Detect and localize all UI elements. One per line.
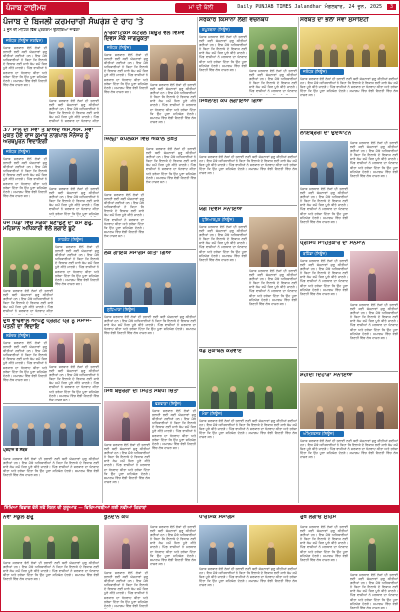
sports-photo <box>199 359 297 409</box>
story-body: ਪੰਜਾਬ ਸਰਕਾਰ ਵੱਲੋਂ ਲੋਕਾਂ ਦੀ ਭਲਾਈ ਲਈ ਕਈ ਯੋਜਨਾਵਾਂ ਸ਼ੁਰੂ ਕੀਤੀਆਂ ਗਈਆਂ ਹਨ। ਇਸ ਮੌਕੇ ਅਧਿਕਾਰੀਆਂ ਨੇ ਕਿਹਾ ਕਿ ਇਲਾਕੇ ਦੇ ਵਿਕਾਸ ਲਈ ਸਾਰੇ ਕੰਮ ਸਮੇਂ ਸਿਰ ਪੂਰੇ ਕੀਤੇ ਜਾਣਗੇ। ਪਿੰਡ ਵਾਸੀਆਂ ਨੇ ਸਰਕਾਰ ਦਾ ਧੰਨਵਾਦ ਕੀਤਾ ਅਤੇ ਭਰੋਸਾ ਦਿੱਤਾ ਕਿ ਉਹ ਪੂਰਾ ਸਹਿਯੋਗ ਦੇਣਗੇ। ਸਮਾਗਮ ਵਿੱਚ ਵੱਡੀ ਗਿਣਤੀ ਵਿੱਚ ਲੋਕ ਹਾਜ਼ਰ ਸਨ। <box>3 561 99 582</box>
person-figure <box>209 135 217 153</box>
story-headline: ਨਾਰਕਾਟਿਕਸ ਕੰਟਰੋਲ ਬਿਊਰੋ ਵੱਲੋਂ ਵਿਸ਼ਵ ਦਿਵਸ ਮੌਕੇ ਜਾਗਰੂਕਤਾ <box>104 31 185 42</box>
person-figure <box>75 428 83 446</box>
portrait-photo <box>49 333 73 363</box>
story-byline: ਜਲੰਧਰ (ਨਿਊਜ਼) <box>104 45 148 51</box>
story-divider <box>199 205 297 206</box>
tree-planting-photo <box>3 237 53 287</box>
story-body-continued: ਪੰਜਾਬ ਸਰਕਾਰ ਵੱਲੋਂ ਲੋਕਾਂ ਦੀ ਭਲਾਈ ਲਈ ਕਈ ਯੋਜਨਾਵਾਂ ਸ਼ੁਰੂ ਕੀਤੀਆਂ ਗਈਆਂ ਹਨ। ਇਸ ਮੌਕੇ ਅਧਿਕਾਰੀਆਂ ਨੇ ਕਿਹਾ ਕਿ ਇਲਾਕੇ ਦੇ ਵਿਕਾਸ ਲਈ ਸਾਰੇ ਕੰਮ ਸਮੇਂ ਸਿਰ ਪੂਰੇ ਕੀਤੇ ਜਾਣਗੇ। ਪਿੰਡ ਵਾਸੀਆਂ ਨੇ ਸਰਕਾਰ ਦਾ ਧੰਨਵਾਦ ਕੀਤਾ ਅਤੇ ਭਰੋਸਾ ਦਿੱਤਾ ਕਿ ਉਹ ਪੂਰਾ ਸਹਿਯੋਗ ਦੇਣਗੇ। ਸਮਾਗਮ ਵਿੱਚ ਵੱਡੀ ਗਿਣਤੀ ਵਿੱਚ ਲੋਕ ਹਾਜ਼ਰ ਸਨ। <box>104 193 144 238</box>
person-figure <box>211 391 219 409</box>
lead-body: ਪੰਜਾਬ ਸਰਕਾਰ ਵੱਲੋਂ ਲੋਕਾਂ ਦੀ ਭਲਾਈ ਲਈ ਕਈ ਯੋਜਨਾਵਾਂ ਸ਼ੁਰੂ ਕੀਤੀਆਂ ਗਈਆਂ ਹਨ। ਇਸ ਮੌਕੇ ਅਧਿਕਾਰੀਆਂ ਨੇ ਕਿਹਾ ਕਿ ਇਲਾਕੇ ਦੇ ਵਿਕਾਸ ਲਈ ਸਾਰੇ ਕੰਮ ਸਮੇਂ ਸਿਰ ਪੂਰੇ ਕੀਤੇ ਜਾਣਗੇ। ਪਿੰਡ ਵਾਸੀਆਂ ਨੇ ਸਰਕਾਰ ਦਾ ਧੰਨਵਾਦ ਕੀਤਾ ਅਤੇ ਭਰੋਸਾ ਦਿੱਤਾ ਕਿ ਉਹ ਪੂਰਾ ਸਹਿਯੋਗ ਦੇਣਗੇ। ਸਮਾਗਮ ਵਿੱਚ ਵੱਡੀ ਗਿਣਤੀ ਵਿੱਚ ਲੋਕ ਹਾਜ਼ਰ ਸਨ। <box>3 46 47 87</box>
person-figure <box>9 269 17 287</box>
story-byline: ਨਕੋਦਰ (ਨਿਊਜ਼) <box>3 333 47 339</box>
story-divider <box>104 387 196 388</box>
lead-subhead: 1 ਜੂਨ ਦੀ ਮੀਟਿੰਗ ਵਿੱਚ ਪ੍ਰੋਗਰਾਮ ਉਲੀਕਿਆ ਜਾਵੇਗਾ <box>3 28 80 32</box>
person-figure <box>257 135 265 153</box>
story-divider <box>300 239 398 240</box>
event-photo <box>199 109 297 153</box>
person-figure <box>368 543 376 571</box>
story-byline: ਅੰਮ੍ਰਿਤਸਰ (ਨਿਊਜ਼) <box>300 431 344 437</box>
story-body: ਪੰਜਾਬ ਸਰਕਾਰ ਵੱਲੋਂ ਲੋਕਾਂ ਦੀ ਭਲਾਈ ਲਈ ਕਈ ਯੋਜਨਾਵਾਂ ਸ਼ੁਰੂ ਕੀਤੀਆਂ ਗਈਆਂ ਹਨ। ਇਸ ਮੌਕੇ ਅਧਿਕਾਰੀਆਂ ਨੇ ਕਿਹਾ ਕਿ ਇਲਾਕੇ ਦੇ ਵਿਕਾਸ ਲਈ ਸਾਰੇ ਕੰਮ ਸਮੇਂ ਸਿਰ ਪੂਰੇ ਕੀਤੇ ਜਾਣਗੇ। ਪਿੰਡ ਵਾਸੀਆਂ ਨੇ ਸਰਕਾਰ ਦਾ ਧੰਨਵਾਦ ਕੀਤਾ ਅਤੇ ਭਰੋਸਾ ਦਿੱਤਾ ਕਿ ਉਹ ਪੂਰਾ ਸਹਿਯੋਗ ਦੇਣਗੇ। ਸਮਾਗਮ ਵਿੱਚ ਵੱਡੀ ਗਿਣਤੀ ਵਿੱਚ ਲੋਕ ਹਾਜ਼ਰ ਸਨ। <box>199 155 297 176</box>
page-number: 3 <box>387 4 396 10</box>
person-figure <box>362 49 370 67</box>
column-divider <box>197 17 198 503</box>
column-divider <box>298 17 299 503</box>
person-figure <box>83 47 91 67</box>
banner-text: ਸਿੱਖਿਆ ਵਿਭਾਗ ਵੱਲੋਂ ਨਵੇਂ ਸੈਸ਼ਨ ਦੀ ਸ਼ੁਰੂਆਤ — ਵਿਦਿਆਰਥੀਆਂ ਲਈ ਨਵੀਆਂ ਕਿਤਾਬਾਂ <box>4 506 147 511</box>
story-headline: ਨਵਾਂ ਸਕੂਲ ਸ਼ੁਰੂ <box>3 515 34 520</box>
story-body: ਪੰਜਾਬ ਸਰਕਾਰ ਵੱਲੋਂ ਲੋਕਾਂ ਦੀ ਭਲਾਈ ਲਈ ਕਈ ਯੋਜਨਾਵਾਂ ਸ਼ੁਰੂ ਕੀਤੀਆਂ ਗਈਆਂ ਹਨ। ਇਸ ਮੌਕੇ ਅਧਿਕਾਰੀਆਂ ਨੇ ਕਿਹਾ ਕਿ ਇਲਾਕੇ ਦੇ ਵਿਕਾਸ ਲਈ ਸਾਰੇ ਕੰਮ ਸਮੇਂ ਸਿਰ ਪੂਰੇ ਕੀਤੇ ਜਾਣਗੇ। ਪਿੰਡ ਵਾਸੀਆਂ ਨੇ ਸਰਕਾਰ ਦਾ ਧੰਨਵਾਦ ਕੀਤਾ ਅਤੇ ਭਰੋਸਾ ਦਿੱਤਾ ਕਿ ਉਹ ਪੂਰਾ ਸਹਿਯੋਗ ਦੇਣਗੇ। ਸਮਾਗਮ ਵਿੱਚ ਵੱਡੀ ਗਿਣਤੀ ਵਿੱਚ ਲੋਕ ਹਾਜ਼ਰ ਸਨ। <box>104 315 196 336</box>
page-header <box>1 1 399 15</box>
person-figure <box>376 411 384 429</box>
story-divider <box>3 126 101 127</box>
person-figure <box>122 417 130 441</box>
story-body: ਪੰਜਾਬ ਸਰਕਾਰ ਵੱਲੋਂ ਲੋਕਾਂ ਦੀ ਭਲਾਈ ਲਈ ਕਈ ਯੋਜਨਾਵਾਂ ਸ਼ੁਰੂ ਕੀਤੀਆਂ ਗਈਆਂ ਹਨ। ਇਸ ਮੌਕੇ ਅਧਿਕਾਰੀਆਂ ਨੇ ਕਿਹਾ ਕਿ ਇਲਾਕੇ ਦੇ ਵਿਕਾਸ ਲਈ ਸਾਰੇ ਕੰਮ ਸਮੇਂ ਸਿਰ ਪੂਰੇ ਕੀਤੇ ਜਾਣਗੇ। ਪਿੰਡ ਵਾਸੀਆਂ ਨੇ ਸਰਕਾਰ ਦਾ ਧੰਨਵਾਦ ਕੀਤਾ ਅਤੇ ਭਰੋਸਾ ਦਿੱਤਾ ਕਿ ਉਹ ਪੂਰਾ ਸਹਿਯੋਗ ਦੇਣਗੇ। ਸਮਾਗਮ ਵਿੱਚ ਵੱਡੀ ਗਿਣਤੀ ਵਿੱਚ ਲੋਕ ਹਾਜ਼ਰ ਸਨ। <box>152 409 196 450</box>
person-figure <box>227 547 235 565</box>
person-figure <box>378 49 386 67</box>
person-figure <box>330 49 338 67</box>
person-figure <box>261 249 269 267</box>
person-figure <box>336 411 344 429</box>
story-headline: ਸਰਬੱਤ ਦਾ ਭਲਾ ਸੇਵਾ ਸੁਸਾਇਟੀ <box>300 17 369 23</box>
story-headline: ਰੁੱਖ ਲਗਾਓ ਮੁਹਿੰਮ <box>300 515 337 520</box>
person-figure <box>83 79 91 97</box>
person-figure <box>122 543 130 569</box>
edition-name: Daily PUNJAB TIMES Jalandhar <box>237 4 322 10</box>
story-body: ਪੰਜਾਬ ਸਰਕਾਰ ਵੱਲੋਂ ਲੋਕਾਂ ਦੀ ਭਲਾਈ ਲਈ ਕਈ ਯੋਜਨਾਵਾਂ ਸ਼ੁਰੂ ਕੀਤੀਆਂ ਗਈਆਂ ਹਨ। ਇਸ ਮੌਕੇ ਅਧਿਕਾਰੀਆਂ ਨੇ ਕਿਹਾ ਕਿ ਇਲਾਕੇ ਦੇ ਵਿਕਾਸ ਲਈ ਸਾਰੇ ਕੰਮ ਸਮੇਂ ਸਿਰ ਪੂਰੇ ਕੀਤੇ ਜਾਣਗੇ। ਪਿੰਡ ਵਾਸੀਆਂ ਨੇ ਸਰਕਾਰ ਦਾ ਧੰਨਵਾਦ ਕੀਤਾ ਅਤੇ ਭਰੋਸਾ ਦਿੱਤਾ ਕਿ ਉਹ ਪੂਰਾ ਸਹਿਯੋਗ ਦੇਣਗੇ। ਸਮਾਗਮ ਵਿੱਚ ਵੱਡੀ ਗਿਣਤੀ ਵਿੱਚ ਲੋਕ ਹਾਜ਼ਰ ਸਨ। <box>3 157 47 198</box>
person-figure <box>368 273 376 301</box>
person-figure <box>209 547 217 565</box>
person-figure <box>277 249 285 267</box>
story-body-continued: ਪੰਜਾਬ ਸਰਕਾਰ ਵੱਲੋਂ ਲੋਕਾਂ ਦੀ ਭਲਾਈ ਲਈ ਕਈ ਯੋਜਨਾਵਾਂ ਸ਼ੁਰੂ ਕੀਤੀਆਂ ਗਈਆਂ ਹਨ। ਇਸ ਮੌਕੇ ਅਧਿਕਾਰੀਆਂ ਨੇ ਕਿਹਾ ਕਿ ਇਲਾਕੇ ਦੇ ਵਿਕਾਸ ਲਈ ਸਾਰੇ ਕੰਮ ਸਮੇਂ ਸਿਰ ਪੂਰੇ ਕੀਤੇ ਜਾਣਗੇ। ਪਿੰਡ ਵਾਸੀਆਂ ਨੇ ਸਰਕਾਰ ਦਾ ਧੰਨਵਾਦ ਕੀਤਾ ਅਤੇ ਭਰੋਸਾ ਦਿੱਤਾ ਕਿ ਉਹ ਪੂਰਾ ਸਹਿਯੋਗ ਦੇਣਗੇ। ਸਮਾਗਮ ਵਿੱਚ ਵੱਡੀ ਗਿਣਤੀ ਵਿੱਚ ਲੋਕ ਹਾਜ਼ਰ ਸਨ। <box>350 573 398 609</box>
edition-meta <box>237 4 396 10</box>
story-headline: ਸਿਖਲਾਈ ਕੈਂਪ ਲਗਾਇਆ ਗਿਆ <box>199 99 263 104</box>
person-figure <box>356 411 364 429</box>
story-byline: ਜਲੰਧਰ (ਨਿਊਜ਼) <box>300 69 344 75</box>
story-headline: ਖੇਡ ਮੁਕਾਬਲੇ ਕਰਵਾਏ <box>199 349 242 354</box>
event-photo <box>300 383 398 429</box>
story-photo <box>199 525 247 565</box>
story-headline: ਸ਼ਹੀਦੀ ਦਿਹਾੜਾ ਮਨਾਇਆ <box>300 373 353 378</box>
story-headline: ਲਾਇਬ੍ਰੇਰੀ ਦਾ ਉਦਘਾਟਨ <box>300 131 352 136</box>
person-figure <box>176 63 184 81</box>
person-figure <box>160 63 168 81</box>
story-body: ਪੰਜਾਬ ਸਰਕਾਰ ਵੱਲੋਂ ਲੋਕਾਂ ਦੀ ਭਲਾਈ ਲਈ ਕਈ ਯੋਜਨਾਵਾਂ ਸ਼ੁਰੂ ਕੀਤੀਆਂ ਗਈਆਂ ਹਨ। ਇਸ ਮੌਕੇ ਅਧਿਕਾਰੀਆਂ ਨੇ ਕਿਹਾ ਕਿ ਇਲਾਕੇ ਦੇ ਵਿਕਾਸ ਲਈ ਸਾਰੇ ਕੰਮ ਸਮੇਂ ਸਿਰ ਪੂਰੇ ਕੀਤੇ ਜਾਣਗੇ। ਪਿੰਡ ਵਾਸੀਆਂ ਨੇ ਸਰਕਾਰ ਦਾ ਧੰਨਵਾਦ ਕੀਤਾ ਅਤੇ ਭਰੋਸਾ ਦਿੱਤਾ ਕਿ ਉਹ ਪੂਰਾ ਸਹਿਯੋਗ ਦੇਣਗੇ। ਸਮਾਗਮ ਵਿੱਚ ਵੱਡੀ ਗਿਣਤੀ ਵਿੱਚ ਲੋਕ ਹਾਜ਼ਰ ਸਨ। <box>350 141 398 178</box>
person-figure <box>225 135 233 153</box>
story-body: ਪੰਜਾਬ ਸਰਕਾਰ ਵੱਲੋਂ ਲੋਕਾਂ ਦੀ ਭਲਾਈ ਲਈ ਕਈ ਯੋਜਨਾਵਾਂ ਸ਼ੁਰੂ ਕੀਤੀਆਂ ਗਈਆਂ ਹਨ। ਇਸ ਮੌਕੇ ਅਧਿਕਾਰੀਆਂ ਨੇ ਕਿਹਾ ਕਿ ਇਲਾਕੇ ਦੇ ਵਿਕਾਸ ਲਈ ਸਾਰੇ ਕੰਮ ਸਮੇਂ ਸਿਰ ਪੂਰੇ ਕੀਤੇ ਜਾਣਗੇ। ਪਿੰਡ ਵਾਸੀਆਂ ਨੇ ਸਰਕਾਰ ਦਾ ਧੰਨਵਾਦ ਕੀਤਾ ਅਤੇ ਭਰੋਸਾ ਦਿੱਤਾ ਕਿ ਉਹ ਪੂਰਾ ਸਹਿਯੋਗ ਦੇਣਗੇ। ਸਮਾਗਮ ਵਿੱਚ ਵੱਡੀ ਗਿਣਤੀ ਵਿੱਚ ਲੋਕ ਹਾਜ਼ਰ ਸਨ। <box>104 53 148 94</box>
person-figure <box>27 428 35 446</box>
story-headline: ਧਾਰਮਿਕ ਸਮਾਗਮ <box>199 515 235 520</box>
story-body: ਪੰਜਾਬ ਸਰਕਾਰ ਵੱਲੋਂ ਲੋਕਾਂ ਦੀ ਭਲਾਈ ਲਈ ਕਈ ਯੋਜਨਾਵਾਂ ਸ਼ੁਰੂ ਕੀਤੀਆਂ ਗਈਆਂ ਹਨ। ਇਸ ਮੌਕੇ ਅਧਿਕਾਰੀਆਂ ਨੇ ਕਿਹਾ ਕਿ ਇਲਾਕੇ ਦੇ ਵਿਕਾਸ ਲਈ ਸਾਰੇ ਕੰਮ ਸਮੇਂ ਸਿਰ ਪੂਰੇ ਕੀਤੇ ਜਾਣਗੇ। ਪਿੰਡ ਵਾਸੀਆਂ ਨੇ ਸਰਕਾਰ ਦਾ ਧੰਨਵਾਦ ਕੀਤਾ ਅਤੇ ਭਰੋਸਾ ਦਿੱਤਾ ਕਿ ਉਹ ਪੂਰਾ ਸਹਿਯੋਗ ਦੇਣਗੇ। ਸਮਾਗਮ ਵਿੱਚ ਵੱਡੀ ਗਿਣਤੀ ਵਿੱਚ ਲੋਕ ਹਾਜ਼ਰ ਸਨ। <box>199 35 247 72</box>
story-divider <box>3 403 101 404</box>
story-photo <box>300 141 348 185</box>
person-figure <box>43 428 51 446</box>
story-body: ਪੰਜਾਬ ਸਰਕਾਰ ਵੱਲੋਂ ਲੋਕਾਂ ਦੀ ਭਲਾਈ ਲਈ ਕਈ ਯੋਜਨਾਵਾਂ ਸ਼ੁਰੂ ਕੀਤੀਆਂ ਗਈਆਂ ਹਨ। ਇਸ ਮੌਕੇ ਅਧਿਕਾਰੀਆਂ ਨੇ ਕਿਹਾ ਕਿ ਇਲਾਕੇ ਦੇ ਵਿਕਾਸ ਲਈ ਸਾਰੇ ਕੰਮ ਸਮੇਂ ਸਿਰ ਪੂਰੇ ਕੀਤੇ ਜਾਣਗੇ। ਪਿੰਡ ਵਾਸੀਆਂ ਨੇ ਸਰਕਾਰ ਦਾ ਧੰਨਵਾਦ ਕੀਤਾ ਅਤੇ ਭਰੋਸਾ ਦਿੱਤਾ ਕਿ ਉਹ ਪੂਰਾ ਸਹਿਯੋਗ ਦੇਣਗੇ। ਸਮਾਗਮ ਵਿੱਚ ਵੱਡੀ ਗਿਣਤੀ ਵਿੱਚ ਲੋਕ ਹਾਜ਼ਰ ਸਨ। <box>199 419 297 440</box>
story-body-continued: ਪੰਜਾਬ ਸਰਕਾਰ ਵੱਲੋਂ ਲੋਕਾਂ ਦੀ ਭਲਾਈ ਲਈ ਕਈ ਯੋਜਨਾਵਾਂ ਸ਼ੁਰੂ ਕੀਤੀਆਂ ਗਈਆਂ ਹਨ। ਇਸ ਮੌਕੇ ਅਧਿਕਾਰੀਆਂ ਨੇ ਕਿਹਾ ਕਿ ਇਲਾਕੇ ਦੇ ਵਿਕਾਸ ਲਈ ਸਾਰੇ ਕੰਮ ਸਮੇਂ ਸਿਰ ਪੂਰੇ ਕੀਤੇ ਜਾਣਗੇ। ਪਿੰਡ ਵਾਸੀਆਂ ਨੇ ਸਰਕਾਰ ਦਾ ਧੰਨਵਾਦ ਕੀਤਾ ਅਤੇ ਭਰੋਸਾ ਦਿੱਤਾ ਕਿ ਉਹ ਪੂਰਾ ਸਹਿਯੋਗ ਦੇਣਗੇ। ਸਮਾਗਮ ਵਿੱਚ ਵੱਡੀ ਗਿਣਤੀ ਵਿੱਚ ਲੋਕ ਹਾਜ਼ਰ ਸਨ। <box>300 187 348 224</box>
lead-body-continued: ਪੰਜਾਬ ਸਰਕਾਰ ਵੱਲੋਂ ਲੋਕਾਂ ਦੀ ਭਲਾਈ ਲਈ ਕਈ ਯੋਜਨਾਵਾਂ ਸ਼ੁਰੂ ਕੀਤੀਆਂ ਗਈਆਂ ਹਨ। ਇਸ ਮੌਕੇ ਅਧਿਕਾਰੀਆਂ ਨੇ ਕਿਹਾ ਕਿ ਇਲਾਕੇ ਦੇ ਵਿਕਾਸ ਲਈ ਸਾਰੇ ਕੰਮ ਸਮੇਂ ਸਿਰ ਪੂਰੇ ਕੀਤੇ ਜਾਣਗੇ। ਪਿੰਡ ਵਾਸੀਆਂ ਨੇ ਸਰਕਾਰ ਦਾ ਧੰਨਵਾਦ ਕੀਤਾ <box>49 99 99 124</box>
story-body: ਪੰਜਾਬ ਸਰਕਾਰ ਵੱਲੋਂ ਲੋਕਾਂ ਦੀ ਭਲਾਈ ਲਈ ਕਈ ਯੋਜਨਾਵਾਂ ਸ਼ੁਰੂ ਕੀਤੀਆਂ ਗਈਆਂ ਹਨ। ਇਸ ਮੌਕੇ ਅਧਿਕਾਰੀਆਂ ਨੇ ਕਿਹਾ ਕਿ ਇਲਾਕੇ ਦੇ ਵਿਕਾਸ ਲਈ ਸਾਰੇ ਕੰਮ ਸਮੇਂ ਸਿਰ ਪੂਰੇ ਕੀਤੇ ਜਾਣਗੇ। ਪਿੰਡ ਵਾਸੀਆਂ ਨੇ ਸਰਕਾਰ ਦਾ ਧੰਨਵਾਦ ਕੀਤਾ ਅਤੇ ਭਰੋਸਾ ਦਿੱਤਾ ਕਿ ਉਹ ਪੂਰਾ ਸਹਿਯੋਗ ਦੇਣਗੇ। ਸਮਾਗਮ ਵਿੱਚ ਵੱਡੀ ਗਿਣਤੀ ਵਿੱਚ ਲੋਕ ਹਾਜ਼ਰ ਸਨ। <box>3 457 99 478</box>
story-byline: ਜਲੰਧਰ (ਨਿਊਜ਼) <box>3 149 47 155</box>
story-photo <box>249 27 297 67</box>
story-body-continued: ਪੰਜਾਬ ਸਰਕਾਰ ਵੱਲੋਂ ਲੋਕਾਂ ਦੀ ਭਲਾਈ ਲਈ ਕਈ ਯੋਜਨਾਵਾਂ ਸ਼ੁਰੂ ਕੀਤੀਆਂ ਗਈਆਂ ਹਨ। ਇਸ ਮੌਕੇ ਅਧਿਕਾਰੀਆਂ ਨੇ ਕਿਹਾ ਕਿ ਇਲਾਕੇ ਦੇ ਵਿਕਾਸ ਲਈ ਸਾਰੇ ਕੰਮ ਸਮੇਂ ਸਿਰ ਪੂਰੇ ਕੀਤੇ ਜਾਣਗੇ। ਪਿੰਡ ਵਾਸੀਆਂ ਨੇ ਸਰਕਾਰ ਦਾ ਧੰਨਵਾਦ ਕੀਤਾ ਅਤੇ ਭਰੋਸਾ ਦਿੱਤਾ ਕਿ ਉਹ ਪੂਰਾ ਸਹਿਯੋਗ ਦੇਣਗੇ। ਸਮਾਗਮ ਵਿੱਚ ਵੱਡੀ ਗਿਣਤੀ ਵਿੱਚ ਲੋਕ ਹਾਜ਼ਰ ਸਨ। <box>249 269 297 306</box>
issue-date: ਮੰਗਲਵਾਰ, 24 ਜੂਨ, 2025 <box>324 4 382 10</box>
story-body-continued: ਪੰਜਾਬ ਸਰਕਾਰ ਵੱਲੋਂ ਲੋਕਾਂ ਦੀ ਭਲਾਈ ਲਈ ਕਈ ਯੋਜਨਾਵਾਂ ਸ਼ੁਰੂ ਕੀਤੀਆਂ ਗਈਆਂ ਹਨ। ਇਸ ਮੌਕੇ ਅਧਿਕਾਰੀਆਂ ਨੇ ਕਿਹਾ ਕਿ ਇਲਾਕੇ ਦੇ ਵਿਕਾਸ ਲਈ ਸਾਰੇ ਕੰਮ ਸਮੇਂ ਸਿਰ ਪੂਰੇ ਕੀਤੇ ਜਾਣਗੇ। ਪਿੰਡ ਵਾਸੀਆਂ ਨੇ ਸਰਕਾਰ ਦਾ ਧੰਨਵਾਦ ਕੀਤਾ ਅਤੇ ਭਰੋਸਾ ਦਿੱਤਾ ਕਿ ਉਹ ਪੂਰਾ ਸਹਿਯੋਗ ਦੇਣਗੇ। ਸਮਾਗਮ ਵਿੱਚ ਵੱਡੀ ਗਿਣਤੀ ਵਿੱਚ ਲੋਕ ਹਾਜ਼ਰ ਸਨ। <box>150 83 196 124</box>
person-figure <box>124 287 132 305</box>
lead-headline: ਪੰਜਾਬ ਦੇ ਬਿਜਲੀ ਕਰਮਚਾਰੀ ਸੰਘਰਸ਼ ਦੇ ਰਾਹ 'ਤੇ <box>3 17 144 26</box>
story-headline: ਦੁਖ ਵਾਂਢਵਾਲੇ ਆਪਣੂੰ ਪ੍ਰਗਟ ਪ੍ਰੋ ਨੂੰ ਸਮਾਜ-ਪਤਨੀ ਦਾ ਵਿਦਾਇ <box>3 319 92 330</box>
story-headline: ਪ੍ਰਸਿੱਧ ਸਾਹਿਤਕਾਰ ਦਾ ਸਨਮਾਨ <box>300 241 366 246</box>
person-figure <box>59 428 67 446</box>
person-figure <box>346 49 354 67</box>
story-body: ਪੰਜਾਬ ਸਰਕਾਰ ਵੱਲੋਂ ਲੋਕਾਂ ਦੀ ਭਲਾਈ ਲਈ ਕਈ ਯੋਜਨਾਵਾਂ ਸ਼ੁਰੂ ਕੀਤੀਆਂ ਗਈਆਂ ਹਨ। ਇਸ ਮੌਕੇ ਅਧਿਕਾਰੀਆਂ ਨੇ ਕਿਹਾ ਕਿ ਇਲਾਕੇ ਦੇ ਵਿਕਾਸ ਲਈ ਸਾਰੇ ਕੰਮ ਸਮੇਂ ਸਿਰ ਪੂਰੇ ਕੀਤੇ ਜਾਣਗੇ। ਪਿੰਡ ਵਾਸੀਆਂ ਨੇ ਸਰਕਾਰ ਦਾ ਧੰਨਵਾਦ ਕੀਤਾ ਅਤੇ ਭਰੋਸਾ ਦਿੱਤਾ ਕਿ ਉਹ ਪੂਰਾ ਸਹਿਯੋਗ ਦੇਣਗੇ। ਸਮਾਗਮ ਵਿੱਚ ਵੱਡੀ ਗਿਣਤੀ ਵਿੱਚ ਲੋਕ ਹਾਜ਼ਰ ਸਨ। <box>300 259 348 296</box>
person-figure <box>269 49 277 67</box>
story-divider <box>300 371 398 372</box>
person-figure <box>265 391 273 409</box>
story-body: ਪੰਜਾਬ ਸਰਕਾਰ ਵੱਲੋਂ ਲੋਕਾਂ ਦੀ ਭਲਾਈ ਲਈ ਕਈ ਯੋਜਨਾਵਾਂ ਸ਼ੁਰੂ ਕੀਤੀਆਂ ਗਈਆਂ ਹਨ। ਇਸ ਮੌਕੇ ਅਧਿਕਾਰੀਆਂ ਨੇ ਕਿਹਾ ਕਿ ਇਲਾਕੇ ਦੇ ਵਿਕਾਸ ਲਈ ਸਾਰੇ ਕੰਮ ਸਮੇਂ ਸਿਰ ਪੂਰੇ ਕੀਤੇ ਜਾਣਗੇ। ਪਿੰਡ ਵਾਸੀਆਂ ਨੇ ਸਰਕਾਰ ਦਾ ਧੰਨਵਾਦ ਕੀਤਾ ਅਤੇ ਭਰੋਸਾ ਦਿੱਤਾ ਕਿ ਉਹ ਪੂਰਾ ਸਹਿਯੋਗ ਦੇਣਗੇ। ਸਮਾਗਮ ਵਿੱਚ ਵੱਡੀ ਗਿਣਤੀ ਵਿੱਚ ਲੋਕ ਹਾਜ਼ਰ ਸਨ। <box>146 147 196 184</box>
person-figure <box>57 343 65 363</box>
story-headline: ਸਿੱਖ ਬਜ਼ੁਰਗਾਂ ਦੀ ਸਿਹਤ ਸਬੰਧੀ ਚਿੰਤਾ <box>104 389 179 394</box>
lead-byline: ਜਲੰਧਰ (ਨਿਊਜ਼ ਸਰਵਿਸ) <box>3 38 47 44</box>
story-divider <box>104 249 196 250</box>
portrait-photo <box>75 69 99 97</box>
person-figure <box>83 343 91 363</box>
person-figure <box>57 79 65 97</box>
story-byline: ਮੋਗਾ (ਨਿਊਜ਼) <box>199 411 243 417</box>
story-byline: ਫਗਵਾੜਾ (ਨਿਊਜ਼) <box>152 401 196 407</box>
story-headline: 37 ਸਾਲ ਦੀ ਸੇਵਾ ਤੋਂ ਬਾਅਦ ਐਸ.ਐਸ. ਸੇਵਾ ਮੁਕਤ ਹੋਏ ਰਾਜ ਕੁਮਾਰ ਨਾਗਪਾਲ ਮੈਨੇਜਰ ਨੂੰ ਅਰਥਪੂਰਨ ਵਿਦਾਇਗੀ <box>3 128 94 145</box>
story-body-continued: ਪੰਜਾਬ ਸਰਕਾਰ ਵੱਲੋਂ ਲੋਕਾਂ ਦੀ ਭਲਾਈ ਲਈ ਕਈ ਯੋਜਨਾਵਾਂ ਸ਼ੁਰੂ ਕੀਤੀਆਂ ਗਈਆਂ ਹਨ। ਇਸ ਮੌਕੇ ਅਧਿਕਾਰੀਆਂ ਨੇ ਕਿਹਾ ਕਿ ਇਲਾਕੇ ਦੇ ਵਿਕਾਸ ਲਈ ਸਾਰੇ ਕੰਮ ਸਮੇਂ ਸਿਰ ਪੂਰੇ ਕੀਤੇ ਜਾਣਗੇ। ਪਿੰਡ ਵਾਸੀਆਂ ਨੇ ਸਰਕਾਰ ਦਾ ਧੰਨਵਾਦ ਕੀਤਾ <box>3 289 53 314</box>
story-headline: ਲੋਕ ਗਾਇਕ ਸਮਾਗਮ ਕੀਤਾ ਗਿਆ <box>104 251 172 256</box>
story-body-continued: ਪੰਜਾਬ ਸਰਕਾਰ ਵੱਲੋਂ ਲੋਕਾਂ ਦੀ ਭਲਾਈ ਲਈ ਕਈ ਯੋਜਨਾਵਾਂ ਸ਼ੁਰੂ ਕੀਤੀਆਂ ਗਈਆਂ ਹਨ। ਇਸ ਮੌਕੇ ਅਧਿਕਾਰੀਆਂ ਨੇ ਕਿਹਾ ਕਿ ਇਲਾਕੇ ਦੇ ਵਿਕਾਸ ਲਈ ਸਾਰੇ ਕੰਮ ਸਮੇਂ ਸਿਰ ਪੂਰੇ ਕੀਤੇ ਜਾਣਗੇ। ਪਿੰਡ ਵਾਸੀਆਂ ਨੇ ਸਰਕਾਰ ਦਾ ਧੰਨਵਾਦ ਕੀਤਾ ਅਤੇ ਭਰੋਸਾ ਦਿੱਤਾ ਕਿ ਉਹ ਪੂਰਾ ਸਹਿਯੋਗ ਦੇਣਗੇ। ਸਮਾਗਮ ਵਿੱਚ ਵੱਡੀ ਗਿਣਤੀ ਵਿੱਚ ਲੋਕ ਹਾਜ਼ਰ ਸਨ। <box>49 365 99 401</box>
story-divider <box>3 219 101 220</box>
story-byline: ਬਠਿੰਡਾ (ਨਿਊਜ਼) <box>300 251 344 257</box>
story-photo <box>49 149 99 185</box>
story-divider <box>3 317 101 318</box>
person-figure <box>21 269 29 287</box>
person-figure <box>144 287 152 305</box>
photo-caption: ਪ੍ਰਧਾਨ ਤੇ ਮੈਂਬਰ <box>3 448 28 452</box>
story-body: ਪੰਜਾਬ ਸਰਕਾਰ ਵੱਲੋਂ ਲੋਕਾਂ ਦੀ ਭਲਾਈ ਲਈ ਕਈ ਯੋਜਨਾਵਾਂ ਸ਼ੁਰੂ ਕੀਤੀਆਂ ਗਈਆਂ ਹਨ। ਇਸ ਮੌਕੇ ਅਧਿਕਾਰੀਆਂ ਨੇ ਕਿਹਾ ਕਿ ਇਲਾਕੇ ਦੇ ਵਿਕਾਸ ਲਈ ਸਾਰੇ ਕੰਮ ਸਮੇਂ ਸਿਰ ਪੂਰੇ ਕੀਤੇ ਜਾਣਗੇ। ਪਿੰਡ ਵਾਸੀਆਂ ਨੇ ਸਰਕਾਰ ਦਾ ਧੰਨਵਾਦ ਕੀਤਾ ਅਤੇ ਭਰੋਸਾ ਦਿੱਤਾ ਕਿ ਉਹ ਪੂਰਾ ਸਹਿਯੋਗ ਦੇਣਗੇ। ਸਮਾਗਮ ਵਿੱਚ ਵੱਡੀ ਗਿਣਤੀ ਵਿੱਚ ਲੋਕ ਹਾਜ਼ਰ ਸਨ। <box>199 225 247 262</box>
story-body: ਪੰਜਾਬ ਸਰਕਾਰ ਵੱਲੋਂ ਲੋਕਾਂ ਦੀ ਭਲਾਈ ਲਈ ਕਈ ਯੋਜਨਾਵਾਂ ਸ਼ੁਰੂ ਕੀਤੀਆਂ ਗਈਆਂ ਹਨ। ਇਸ ਮੌਕੇ ਅਧਿਕਾਰੀਆਂ ਨੇ ਕਿਹਾ ਕਿ ਇਲਾਕੇ ਦੇ ਵਿਕਾਸ ਲਈ ਸਾਰੇ ਕੰਮ ਸਮੇਂ ਸਿਰ ਪੂਰੇ ਕੀਤੇ ਜਾਣਗੇ। ਪਿੰਡ ਵਾਸੀਆਂ ਨੇ ਸਰਕਾਰ ਦਾ ਧੰਨਵਾਦ ਕੀਤਾ ਅਤੇ ਭਰੋਸਾ ਦਿੱਤਾ ਕਿ ਉਹ ਪੂਰਾ ਸਹਿਯੋਗ ਦੇਣਗੇ। ਸਮਾਗਮ ਵਿੱਚ ਵੱਡੀ ਗਿਣਤੀ ਵਿੱਚ ਲੋਕ ਹਾਜ਼ਰ ਸਨ। <box>150 525 196 566</box>
portrait-photo <box>104 147 144 191</box>
story-headline: ਖੂਨਦਾਨ ਕੈਂਪ <box>104 515 129 520</box>
person-figure <box>273 135 281 153</box>
story-headline: ਜ਼ਿਲ੍ਹਾ ਕੰਪਲੈਕਸ ਵਿੱਚ ਅਕਾਲ ਤਖ਼ਤ <box>104 137 178 142</box>
story-body-continued: ਪੰਜਾਬ ਸਰਕਾਰ ਵੱਲੋਂ ਲੋਕਾਂ ਦੀ ਭਲਾਈ ਲਈ ਕਈ ਯੋਜਨਾਵਾਂ ਸ਼ੁਰੂ ਕੀਤੀਆਂ ਗਈਆਂ ਹਨ। ਇਸ ਮੌਕੇ ਅਧਿਕਾਰੀਆਂ ਨੇ ਕਿਹਾ ਕਿ ਇਲਾਕੇ ਦੇ ਵਿਕਾਸ ਲਈ ਸਾਰੇ ਕੰਮ ਸਮੇਂ ਸਿਰ ਪੂਰੇ ਕੀਤੇ ਜਾਣਗੇ। ਪਿੰਡ ਵਾਸੀਆਂ ਨੇ ਸਰਕਾਰ ਦਾ ਧੰਨਵਾਦ ਕੀਤਾ ਅਤੇ ਭਰੋਸਾ ਦਿੱਤਾ ਕਿ ਉਹ ਪੂਰਾ ਸਹਿਯੋਗ ਦੇਣਗੇ। ਸਮਾਗਮ ਵਿੱਚ ਵੱਡੀ ਗਿਣਤੀ ਵਿੱਚ ਲੋਕ ਹਾਜ਼ਰ ਸਨ। <box>104 443 150 484</box>
person-figure <box>69 163 77 185</box>
story-headline: ਯੋਗ ਦਿਵਸ ਮਨਾਇਆ <box>199 207 243 212</box>
person-figure <box>164 287 172 305</box>
person-figure <box>257 49 265 67</box>
bottom-banner <box>1 505 399 513</box>
portrait-photo <box>49 37 73 67</box>
event-photo <box>104 263 196 305</box>
person-figure <box>57 47 65 67</box>
group-photo <box>3 406 99 446</box>
person-figure <box>120 165 128 191</box>
person-figure <box>314 49 322 67</box>
story-photo <box>150 45 196 81</box>
person-figure <box>229 391 237 409</box>
portrait-photo <box>49 69 73 97</box>
portrait-photo <box>75 333 99 363</box>
person-figure <box>326 167 334 185</box>
portrait-photo <box>75 37 99 67</box>
person-figure <box>281 49 289 67</box>
portrait-photo <box>350 525 398 571</box>
story-divider <box>199 97 297 98</box>
story-headline: ਪੰਜ ਪਿੰਡਾਂ ਵਿਚ ਸੜਕਾਂ ਬਣਾਉਣ ਦਾ ਕੰਮ ਸ਼ੁਰੂ, ਮਹਿਸ਼ਾਨ ਅਧਿਕਾਰੀ ਵੱਲੋਂ ਲਗਾਏ ਬੂਟੇ <box>3 221 94 232</box>
story-photo <box>249 525 297 565</box>
story-body-continued: ਪੰਜਾਬ ਸਰਕਾਰ ਵੱਲੋਂ ਲੋਕਾਂ ਦੀ ਭਲਾਈ ਲਈ ਕਈ ਯੋਜਨਾਵਾਂ ਸ਼ੁਰੂ ਕੀਤੀਆਂ ਗਈਆਂ ਹਨ। ਇਸ ਮੌਕੇ ਅਧਿਕਾਰੀਆਂ ਨੇ ਕਿਹਾ ਕਿ ਇਲਾਕੇ ਦੇ ਵਿਕਾਸ ਲਈ ਸਾਰੇ ਕੰਮ ਸਮੇਂ ਸਿਰ ਪੂਰੇ ਕੀਤੇ ਜਾਣਗੇ। ਪਿੰਡ ਵਾਸੀਆਂ ਨੇ ਸਰਕਾਰ ਦਾ ਧੰਨਵਾਦ ਕੀਤਾ ਅਤੇ ਭਰੋਸਾ ਦਿੱਤਾ ਕਿ ਉਹ ਪੂਰਾ ਸਹਿਯੋਗ <box>49 187 99 216</box>
story-divider <box>104 135 196 136</box>
portrait-photo <box>104 525 148 569</box>
story-body-continued: ਪੰਜਾਬ ਸਰਕਾਰ ਵੱਲੋਂ ਲੋਕਾਂ ਦੀ ਭਲਾਈ ਲਈ ਕਈ ਯੋਜਨਾਵਾਂ ਸ਼ੁਰੂ ਕੀਤੀਆਂ ਗਈਆਂ ਹਨ। ਇਸ ਮੌਕੇ ਅਧਿਕਾਰੀਆਂ ਨੇ ਕਿਹਾ ਕਿ ਇਲਾਕੇ ਦੇ ਵਿਕਾਸ ਲਈ ਸਾਰੇ ਕੰਮ ਸਮੇਂ ਸਿਰ ਪੂਰੇ ਕੀਤੇ ਜਾਣਗੇ। ਪਿੰਡ ਵਾਸੀਆਂ ਨੇ ਸਰਕਾਰ ਦਾ ਧੰਨਵਾਦ ਕੀਤਾ ਅਤੇ ਭਰੋਸਾ ਦਿੱਤਾ ਕਿ ਉਹ ਪੂਰਾ ਸਹਿਯੋਗ ਦੇਣਗੇ। ਸਮਾਗਮ ਵਿੱਚ ਵੱਡੀ ਗਿਣਤੀ <box>104 571 148 608</box>
person-figure <box>241 135 249 153</box>
story-body: ਪੰਜਾਬ ਸਰਕਾਰ ਵੱਲੋਂ ਲੋਕਾਂ ਦੀ ਭਲਾਈ ਲਈ ਕਈ ਯੋਜਨਾਵਾਂ ਸ਼ੁਰੂ ਕੀਤੀਆਂ ਗਈਆਂ ਹਨ। ਇਸ ਮੌਕੇ ਅਧਿਕਾਰੀਆਂ ਨੇ ਕਿਹਾ ਕਿ ਇਲਾਕੇ ਦੇ ਵਿਕਾਸ ਲਈ ਸਾਰੇ ਕੰਮ ਸਮੇਂ ਸਿਰ ਪੂਰੇ ਕੀਤੇ ਜਾਣਗੇ। ਪਿੰਡ ਵਾਸੀਆਂ ਨੇ ਸਰਕਾਰ ਦਾ ਧੰਨਵਾਦ ਕੀਤਾ ਅਤੇ ਭਰੋਸਾ ਦਿੱਤਾ ਕਿ ਉਹ ਪੂਰਾ ਸਹਿਯੋਗ ਦੇਣਗੇ। ਸਮਾਗਮ ਵਿੱਚ ਵੱਡੀ ਗਿਣਤੀ ਵਿੱਚ ਲੋਕ ਹਾਜ਼ਰ ਸਨ। <box>300 525 348 562</box>
story-headline: ਸਰਕਾਰ ਕਿਸਾਨਾਂ ਲਈ ਵਚਨਬੱਧ <box>199 17 269 23</box>
person-figure <box>247 391 255 409</box>
person-figure <box>47 541 55 559</box>
story-body: ਪੰਜਾਬ ਸਰਕਾਰ ਵੱਲੋਂ ਲੋਕਾਂ ਦੀ ਭਲਾਈ ਲਈ ਕਈ ਯੋਜਨਾਵਾਂ ਸ਼ੁਰੂ ਕੀਤੀਆਂ ਗਈਆਂ ਹਨ। ਇਸ ਮੌਕੇ ਅਧਿਕਾਰੀਆਂ ਨੇ ਕਿਹਾ ਕਿ ਇਲਾਕੇ ਦੇ ਵਿਕਾਸ ਲਈ ਸਾਰੇ ਕੰਮ ਸਮੇਂ ਸਿਰ ਪੂਰੇ ਕੀਤੇ ਜਾਣਗੇ। ਪਿੰਡ ਵਾਸੀਆਂ ਨੇ ਸਰਕਾਰ ਦਾ ਧੰਨਵਾਦ ਕੀਤਾ ਅਤੇ ਭਰੋਸਾ ਦਿੱਤਾ ਕਿ ਉਹ ਪੂਰਾ ਸਹਿਯੋਗ ਦੇਣਗੇ। ਸਮਾਗਮ ਵਿੱਚ ਵੱਡੀ ਗਿਣਤੀ ਵਿੱਚ ਲੋਕ ਹਾਜ਼ਰ ਸਨ। <box>55 245 99 286</box>
person-figure <box>11 428 19 446</box>
story-byline: ਹੁਸ਼ਿਆਰਪੁਰ (ਨਿਊਜ਼) <box>199 217 243 223</box>
story-body-continued: ਪੰਜਾਬ ਸਰਕਾਰ ਵੱਲੋਂ ਲੋਕਾਂ ਦੀ ਭਲਾਈ ਲਈ ਕਈ ਯੋਜਨਾਵਾਂ ਸ਼ੁਰੂ ਕੀਤੀਆਂ ਗਈਆਂ ਹਨ। ਇਸ ਮੌਕੇ ਅਧਿਕਾਰੀਆਂ ਨੇ ਕਿਹਾ ਕਿ ਇਲਾਕੇ ਦੇ ਵਿਕਾਸ ਲਈ ਸਾਰੇ ਕੰਮ ਸਮੇਂ ਸਿਰ ਪੂਰੇ ਕੀਤੇ ਜਾਣਗੇ। ਪਿੰਡ ਵਾਸੀਆਂ ਨੇ ਸਰਕਾਰ ਦਾ ਧੰਨਵਾਦ <box>249 69 297 94</box>
story-body: ਪੰਜਾਬ ਸਰਕਾਰ ਵੱਲੋਂ ਲੋਕਾਂ ਦੀ ਭਲਾਈ ਲਈ ਕਈ ਯੋਜਨਾਵਾਂ ਸ਼ੁਰੂ ਕੀਤੀਆਂ ਗਈਆਂ ਹਨ। ਇਸ ਮੌਕੇ ਅਧਿਕਾਰੀਆਂ ਨੇ ਕਿਹਾ ਕਿ ਇਲਾਕੇ ਦੇ ਵਿਕਾਸ ਲਈ ਸਾਰੇ ਕੰਮ ਸਮੇਂ ਸਿਰ ਪੂਰੇ ਕੀਤੇ ਜਾਣਗੇ। ਪਿੰਡ ਵਾਸੀਆਂ ਨੇ ਸਰਕਾਰ ਦਾ ਧੰਨਵਾਦ ਕੀਤਾ ਅਤੇ ਭਰੋਸਾ ਦਿੱਤਾ ਕਿ ਉਹ ਪੂਰਾ ਸਹਿਯੋਗ ਦੇਣਗੇ। ਸਮਾਗਮ ਵਿੱਚ ਵੱਡੀ ਗਿਣਤੀ ਵਿੱਚ ਲੋਕ ਹਾਜ਼ਰ ਸਨ। <box>300 77 398 98</box>
column-divider <box>102 17 103 503</box>
person-figure <box>316 411 324 429</box>
story-body-continued: ਪੰਜਾਬ ਸਰਕਾਰ ਵੱਲੋਂ ਲੋਕਾਂ ਦੀ ਭਲਾਈ ਲਈ ਕਈ ਯੋਜਨਾਵਾਂ ਸ਼ੁਰੂ ਕੀਤੀਆਂ ਗਈਆਂ ਹਨ। ਇਸ ਮੌਕੇ ਅਧਿਕਾਰੀਆਂ ਨੇ ਕਿਹਾ ਕਿ ਇਲਾਕੇ ਦੇ ਵਿਕਾਸ ਲਈ ਸਾਰੇ ਕੰਮ ਸਮੇਂ ਸਿਰ ਪੂਰੇ ਕੀਤੇ ਜਾਣਗੇ। ਪਿੰਡ ਵਾਸੀਆਂ ਨੇ ਸਰਕਾਰ ਦਾ ਧੰਨਵਾਦ ਕੀਤਾ ਅਤੇ ਭਰੋਸਾ ਦਿੱਤਾ ਕਿ ਉਹ ਪੂਰਾ ਸਹਿਯੋਗ ਦੇਣਗੇ। ਸਮਾਗਮ ਵਿੱਚ ਵੱਡੀ ਗਿਣਤੀ ਵਿੱਚ ਲੋਕ ਹਾਜ਼ਰ ਸਨ। <box>350 303 398 340</box>
story-byline: ਸ਼ਾਹਕੋਟ (ਨਿਊਜ਼) <box>55 237 99 243</box>
story-photo <box>249 217 297 267</box>
event-photo <box>300 27 398 67</box>
story-divider <box>300 129 398 130</box>
story-byline: ਲੁਧਿਆਣਾ (ਨਿਊਜ਼) <box>104 307 148 313</box>
person-figure <box>310 167 318 185</box>
section-label: ਮਾਂ ਦੀ ਬੋਲੀ <box>175 3 227 13</box>
person-figure <box>23 541 31 559</box>
portrait-photo <box>104 401 150 441</box>
person-figure <box>71 541 79 559</box>
story-body: ਪੰਜਾਬ ਸਰਕਾਰ ਵੱਲੋਂ ਲੋਕਾਂ ਦੀ ਭਲਾਈ ਲਈ ਕਈ ਯੋਜਨਾਵਾਂ ਸ਼ੁਰੂ ਕੀਤੀਆਂ ਗਈਆਂ ਹਨ। ਇਸ ਮੌਕੇ ਅਧਿਕਾਰੀਆਂ ਨੇ ਕਿਹਾ ਕਿ ਇਲਾਕੇ ਦੇ ਵਿਕਾਸ ਲਈ ਸਾਰੇ ਕੰਮ ਸਮੇਂ ਸਿਰ ਪੂਰੇ ਕੀਤੇ ਜਾਣਗੇ। ਪਿੰਡ ਵਾਸੀਆਂ ਨੇ ਸਰਕਾਰ ਦਾ ਧੰਨਵਾਦ ਕੀਤਾ ਅਤੇ ਭਰੋਸਾ ਦਿੱਤਾ ਕਿ ਉਹ ਪੂਰਾ ਸਹਿਯੋਗ ਦੇਣਗੇ। ਸਮਾਗਮ ਵਿੱਚ ਵੱਡੀ ਗਿਣਤੀ ਵਿੱਚ ਲੋਕ ਹਾਜ਼ਰ ਸਨ। <box>3 341 47 382</box>
story-photo <box>3 525 99 559</box>
story-byline: ਕਪੂਰਥਲਾ (ਨਿਊਜ਼) <box>199 27 243 33</box>
person-figure <box>267 547 275 565</box>
person-figure <box>33 269 41 287</box>
story-body: ਪੰਜਾਬ ਸਰਕਾਰ ਵੱਲੋਂ ਲੋਕਾਂ ਦੀ ਭਲਾਈ ਲਈ ਕਈ ਯੋਜਨਾਵਾਂ ਸ਼ੁਰੂ ਕੀਤੀਆਂ ਗਈਆਂ ਹਨ। ਇਸ ਮੌਕੇ ਅਧਿਕਾਰੀਆਂ ਨੇ ਕਿਹਾ ਕਿ ਇਲਾਕੇ ਦੇ ਵਿਕਾਸ ਲਈ ਸਾਰੇ ਕੰਮ ਸਮੇਂ ਸਿਰ ਪੂਰੇ ਕੀਤੇ ਜਾਣਗੇ। ਪਿੰਡ ਵਾਸੀਆਂ ਨੇ ਸਰਕਾਰ ਦਾ ਧੰਨਵਾਦ ਕੀਤਾ ਅਤੇ ਭਰੋਸਾ ਦਿੱਤਾ ਕਿ ਉਹ ਪੂਰਾ ਸਹਿਯੋਗ ਦੇਣਗੇ। ਸਮਾਗਮ ਵਿੱਚ ਵੱਡੀ ਗਿਣਤੀ ਵਿੱਚ ਲੋਕ ਹਾਜ਼ਰ ਸਨ। <box>199 567 297 588</box>
story-divider <box>199 347 297 348</box>
masthead-title: ਪੰਜਾਬ ਟਾਈਮਜ਼ <box>3 2 89 14</box>
portrait-photo <box>350 251 398 301</box>
story-body: ਪੰਜਾਬ ਸਰਕਾਰ ਵੱਲੋਂ ਲੋਕਾਂ ਦੀ ਭਲਾਈ ਲਈ ਕਈ ਯੋਜਨਾਵਾਂ ਸ਼ੁਰੂ ਕੀਤੀਆਂ ਗਈਆਂ ਹਨ। ਇਸ ਮੌਕੇ ਅਧਿਕਾਰੀਆਂ ਨੇ ਕਿਹਾ ਕਿ ਇਲਾਕੇ ਦੇ ਵਿਕਾਸ ਲਈ ਸਾਰੇ ਕੰਮ ਸਮੇਂ ਸਿਰ ਪੂਰੇ ਕੀਤੇ ਜਾਣਗੇ। ਪਿੰਡ ਵਾਸੀਆਂ ਨੇ ਸਰਕਾਰ ਦਾ ਧੰਨਵਾਦ ਕੀਤਾ ਅਤੇ ਭਰੋਸਾ ਦਿੱਤਾ ਕਿ ਉਹ ਪੂਰਾ ਸਹਿਯੋਗ ਦੇਣਗੇ। ਸਮਾਗਮ ਵਿੱਚ ਵੱਡੀ ਗਿਣਤੀ ਵਿੱਚ ਲੋਕ ਹਾਜ਼ਰ ਸਨ। <box>300 439 398 460</box>
